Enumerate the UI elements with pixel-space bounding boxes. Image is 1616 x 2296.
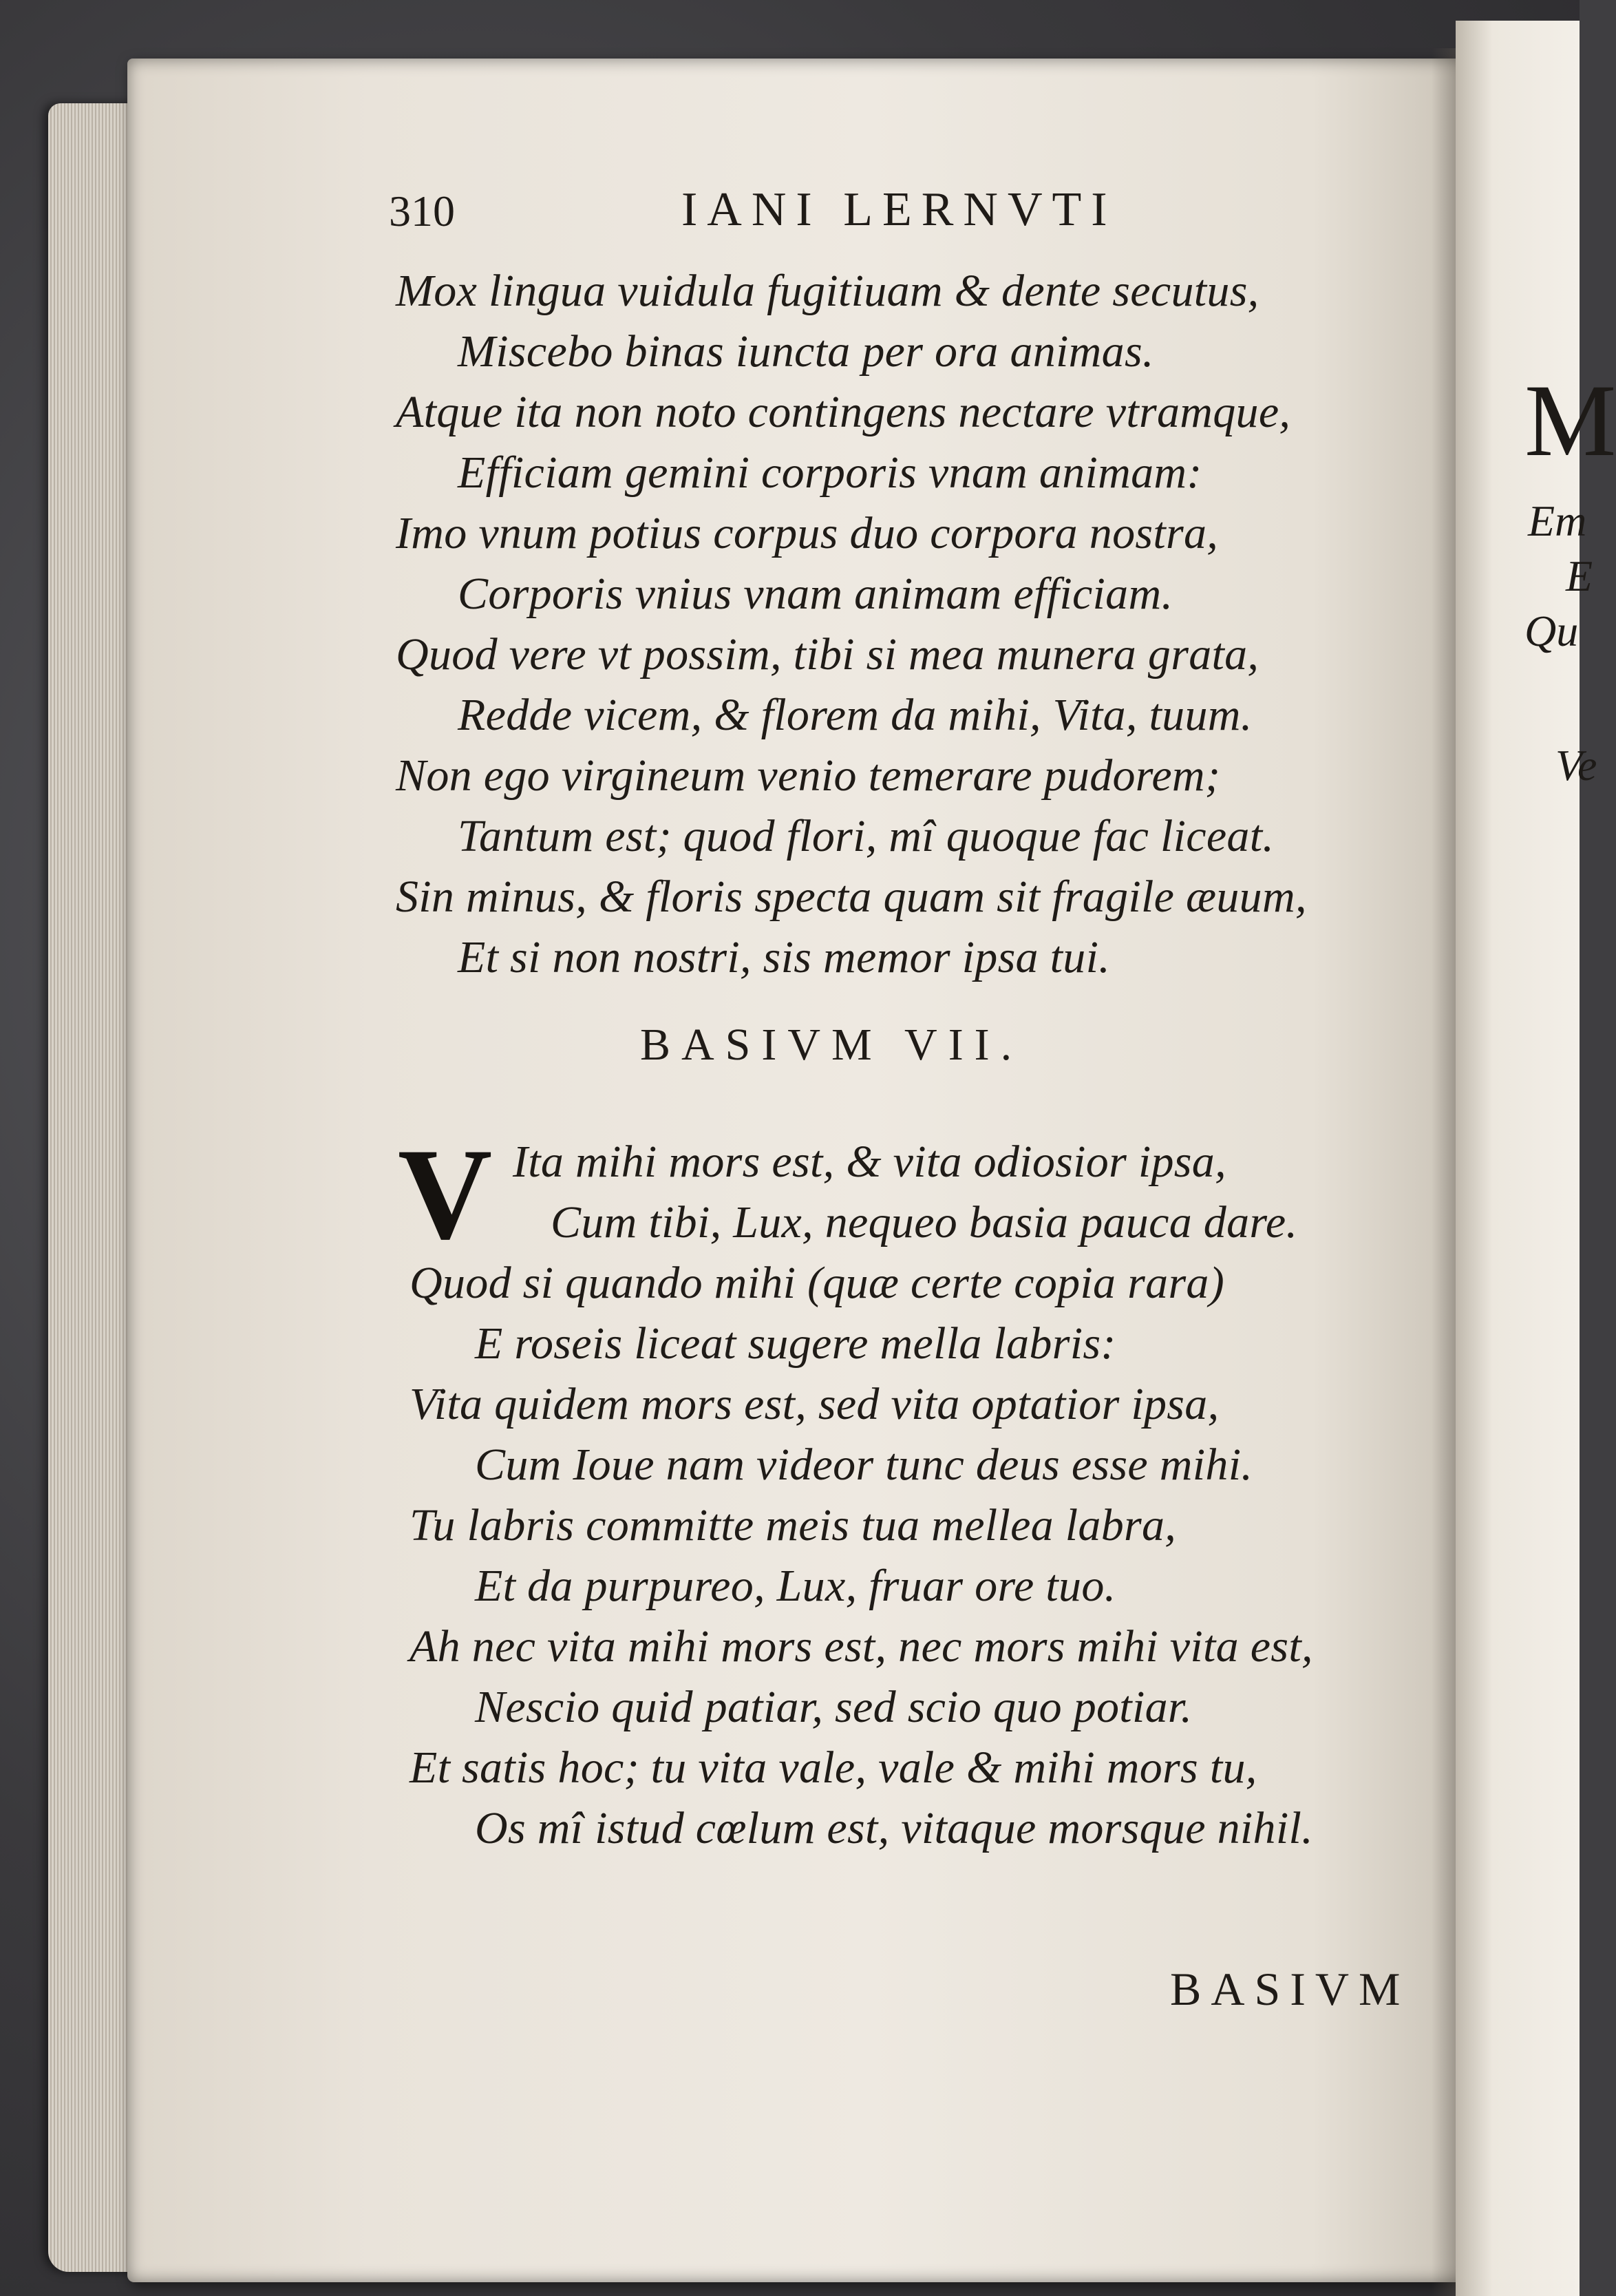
- page-number: 310: [389, 187, 455, 235]
- facing-page-fragment: Em: [1528, 496, 1587, 545]
- facing-page-initial: M: [1524, 364, 1616, 478]
- verse-line: Ita mihi mors est, & vita odiosior ipsa,: [513, 1137, 1226, 1187]
- running-head: IANI LERNVTI: [681, 183, 1117, 236]
- verse-line: Non ego virgineum venio temerare pudorem;: [396, 750, 1221, 801]
- verse-line: Quod vere vt possim, tibi si mea munera grata,: [396, 629, 1259, 680]
- facing-page-fragment: Qu: [1524, 607, 1579, 655]
- verse-line: Miscebo binas iuncta per ora animas.: [458, 326, 1154, 377]
- drop-cap-initial: V: [398, 1122, 493, 1267]
- right-book-page: [1456, 21, 1616, 2296]
- verse-line: Cum Ioue nam videor tunc deus esse mihi.: [475, 1440, 1253, 1490]
- catchword: BASIVM: [1170, 1963, 1410, 2015]
- facing-page-fragment: E: [1566, 551, 1593, 600]
- verse-line: Redde vicem, & florem da mihi, Vita, tuum.: [458, 690, 1253, 740]
- verse-line: Quod si quando mihi (quæ certe copia rara): [410, 1258, 1225, 1308]
- verse-line: Et satis hoc; tu vita vale, vale & mihi mors tu,: [410, 1742, 1257, 1793]
- verse-line: Efficiam gemini corporis vnam animam:: [458, 447, 1202, 498]
- verse-line: Et da purpureo, Lux, fruar ore tuo.: [475, 1561, 1116, 1611]
- verse-line: Os mî istud cœlum est, vitaque morsque nihil.: [475, 1803, 1313, 1853]
- verse-line: Sin minus, & floris specta quam sit fragile æuum,: [396, 872, 1307, 922]
- verse-line: Ah nec vita mihi mors est, nec mors mihi vita est,: [410, 1621, 1313, 1672]
- verse-line: Corporis vnius vnam animam efficiam.: [458, 569, 1173, 619]
- verse-line: Cum tibi, Lux, nequeo basia pauca dare.: [551, 1197, 1298, 1247]
- facing-page-fragment: Ve: [1555, 741, 1597, 790]
- verse-line: Et si non nostri, sis memor ipsa tui.: [458, 932, 1111, 982]
- verse-line: Mox lingua vuidula fugitiuam & dente secutus,: [396, 266, 1259, 316]
- verse-line: Nescio quid patiar, sed scio quo potiar.: [475, 1682, 1193, 1732]
- verse-line: Vita quidem mors est, sed vita optatior ipsa,: [410, 1379, 1220, 1429]
- verse-line: Tu labris committe meis tua mellea labra,: [410, 1500, 1177, 1550]
- verse-line: Atque ita non noto contingens nectare vtramque,: [396, 387, 1291, 437]
- verse-line: Imo vnum potius corpus duo corpora nostra,: [396, 508, 1219, 558]
- verse-line: E roseis liceat sugere mella labris:: [475, 1318, 1116, 1369]
- verse-line: Tantum est; quod flori, mî quoque fac liceat.: [458, 811, 1275, 861]
- section-title: BASIVM VII.: [640, 1020, 1023, 1070]
